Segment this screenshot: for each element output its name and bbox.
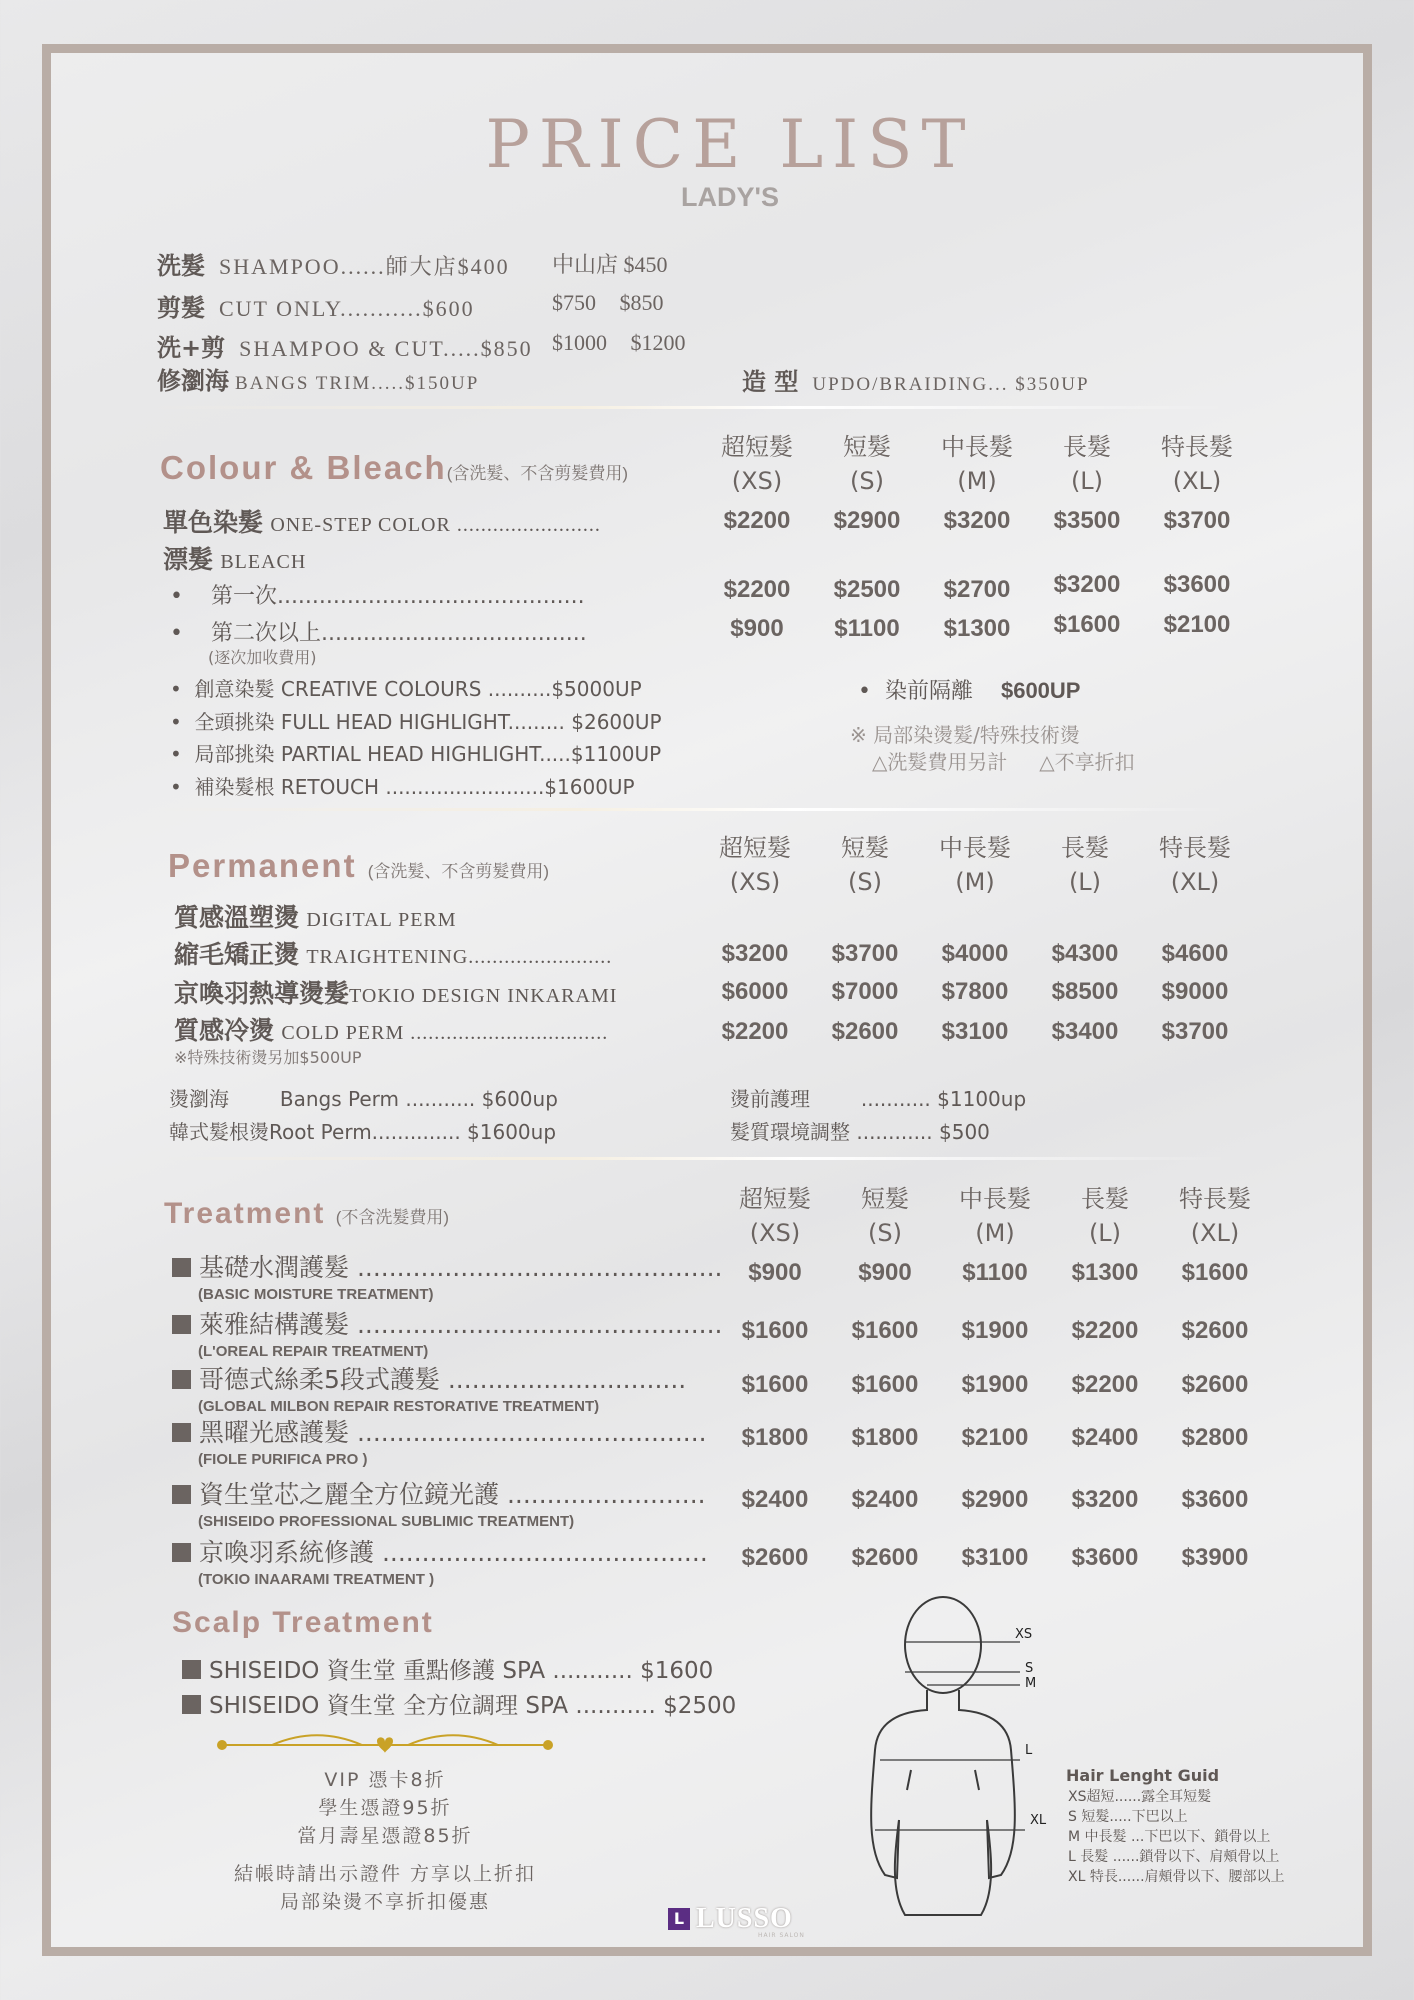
treatment-item [172, 1413, 707, 1468]
price: $3200 [721, 940, 789, 967]
price: $900 [858, 1259, 912, 1286]
price: $1100 [834, 615, 900, 642]
service-cut: 剪髮 CUT ONLY...........$600 [157, 294, 475, 322]
service-updo: 造 型 UPDO/BRAIDING... $350UP [742, 368, 1090, 396]
gold-ornament-icon [212, 1732, 558, 1758]
price: $2200 [721, 1018, 789, 1045]
service-shampoo-extra: 中山店 $450 [552, 252, 668, 277]
price: $3400 [1051, 1018, 1119, 1045]
perm-extra-care: 燙前護理 ........... $1100up [730, 1087, 1027, 1111]
discount-notes [185, 1860, 585, 1916]
treatment-name: 京喚羽系統修護 ......................................... [199, 1538, 708, 1567]
brand-tagline: HAIR SALON [758, 1932, 805, 1939]
guide-line: XS超短......露全耳短髮 [1068, 1789, 1212, 1805]
price: $2400 [851, 1486, 919, 1513]
price: $2400 [1071, 1424, 1139, 1451]
price: $2200 [723, 576, 791, 603]
perm-special-note: ※特殊技術燙另加$500UP [174, 1048, 362, 1067]
price: $3600 [1163, 571, 1231, 598]
colour-extra-partial-highlight: • 局部挑染 PARTIAL HEAD HIGHLIGHT.....$1100UP [170, 742, 662, 766]
bullet-square-icon [172, 1315, 191, 1334]
treatment-prices [720, 1371, 1270, 1399]
price: $1100 [962, 1259, 1028, 1286]
price: $2200 [1071, 1317, 1139, 1344]
treatment-prices [720, 1486, 1270, 1514]
price: $2100 [961, 1424, 1029, 1451]
discount-note: 結帳時請出示證件 方享以上折扣 [233, 1863, 537, 1885]
price: $4300 [1051, 940, 1119, 967]
colour-extra-creative: • 創意染髮 CREATIVE COLOURS ..........$5000UP [170, 677, 642, 701]
bullet-square-icon [182, 1695, 201, 1714]
colour-extra-full-highlight: • 全頭挑染 FULL HEAD HIGHLIGHT......... $2600UP [170, 710, 662, 734]
price: $3600 [1181, 1486, 1249, 1513]
guide-label-s: S [1025, 1661, 1034, 1676]
size-header-s: 短髮 (S) [861, 1185, 909, 1247]
service-shampoo-cut-extra: $1000 $1200 [552, 330, 686, 355]
size-header-l: 長髮 (L) [1061, 834, 1109, 896]
brand-logo [668, 1903, 793, 1935]
bleach-second-note: (逐次加收費用) [208, 648, 317, 667]
price: $4600 [1161, 940, 1229, 967]
section-title-colour: Colour & Bleach(含洗髮、不含剪髮費用) [160, 449, 629, 486]
bullet-square-icon [172, 1485, 191, 1504]
price: $3100 [961, 1544, 1029, 1571]
treatment-item [172, 1248, 723, 1303]
treatment-prices [720, 1424, 1270, 1452]
treatment-prices [720, 1259, 1270, 1287]
guide-lines [1068, 1787, 1285, 1887]
bleach-second-prices [702, 611, 1252, 643]
guide-label-l: L [1025, 1743, 1033, 1758]
bleach-first: • 第一次............................................ [170, 584, 585, 609]
treatment-name: 資生堂芯之麗全方位鏡光護 ......................... [199, 1480, 706, 1509]
service-shampoo-cut: 洗+剪 SHAMPOO & CUT.....$850 [157, 334, 533, 362]
guide-label-m: M [1025, 1676, 1037, 1691]
perm-item-straightening: 縮毛矯正燙 TRAIGHTENING........................ [174, 940, 613, 969]
divider [140, 406, 1230, 409]
size-header-m: 中長髮 (M) [939, 834, 1011, 896]
guide-line: XL 特長......肩頰骨以下、腰部以上 [1068, 1869, 1285, 1885]
price: $3900 [1181, 1544, 1249, 1571]
size-headers-colour [702, 430, 1252, 498]
treatment-en-name: (BASIC MOISTURE TREATMENT) [198, 1286, 434, 1303]
price: $7800 [941, 978, 1009, 1005]
size-headers-treatment [720, 1182, 1270, 1250]
treatment-en-name: (FIOLE PURIFICA PRO ) [198, 1451, 368, 1468]
size-header-m: 中長髮 (M) [941, 433, 1013, 495]
treatment-item [172, 1533, 708, 1588]
service-cut-extra: $750 $850 [552, 290, 664, 315]
price: $2100 [1163, 611, 1231, 638]
bullet-square-icon [172, 1423, 191, 1442]
price: $2600 [831, 1018, 899, 1045]
section-title-treatment: Treatment (不含洗髮費用) [164, 1197, 450, 1230]
size-header-xl: 特長髮 (XL) [1161, 433, 1233, 495]
brand-name: LUSSO [696, 1903, 793, 1934]
price: $1600 [1181, 1259, 1249, 1286]
discount-birthday: 當月壽星憑證85折 [297, 1825, 473, 1847]
guide-line: S 短髮.....下巴以上 [1068, 1809, 1188, 1825]
scalp-item-focus: SHISEIDO 資生堂 重點修護 SPA ........... $1600 [182, 1652, 713, 1685]
bleach-first-prices [702, 571, 1252, 604]
page-title: PRICE LIST [485, 106, 975, 183]
price: $9000 [1161, 978, 1229, 1005]
section-title-scalp: Scalp Treatment [172, 1606, 434, 1639]
discount-note: 局部染燙不享折扣優惠 [279, 1891, 490, 1913]
colour-side-note2: △洗髮費用另計 △不享折扣 [872, 750, 1135, 774]
price: $1900 [961, 1317, 1029, 1344]
price: $1600 [741, 1317, 809, 1344]
bullet-square-icon [172, 1258, 191, 1277]
price: $3200 [943, 507, 1011, 534]
price: $2900 [833, 507, 901, 534]
price: $900 [748, 1259, 802, 1286]
size-header-l: 長髮 (L) [1081, 1185, 1129, 1247]
treatment-en-name: (GLOBAL MILBON REPAIR RESTORATIVE TREATMENT) [198, 1398, 600, 1415]
price: $4000 [941, 940, 1009, 967]
treatment-item [172, 1305, 723, 1360]
price: $7000 [831, 978, 899, 1005]
size-header-xs: 超短髮 (XS) [721, 433, 793, 495]
price: $3700 [1161, 1018, 1229, 1045]
price: $2600 [1181, 1317, 1249, 1344]
bleach-second: • 第二次以上...................................... [170, 621, 587, 646]
perm-item-cold: 質感冷燙 COLD PERM ................................. [174, 1016, 609, 1045]
colour-side-note: ※ 局部染燙髮/特殊技術燙 [850, 723, 1080, 747]
perm-item-digital: 質感溫塑燙 DIGITAL PERM [174, 903, 457, 932]
bullet-square-icon [172, 1543, 191, 1562]
price: $2200 [723, 507, 791, 534]
price: $3500 [1053, 507, 1121, 534]
guide-label-xl: XL [1030, 1813, 1047, 1828]
colour-item-bleach: 漂髮 BLEACH [163, 545, 307, 574]
size-header-l: 長髮 (L) [1063, 433, 1111, 495]
price: $8500 [1051, 978, 1119, 1005]
guide-title: Hair Lenght Guid [1066, 1766, 1220, 1785]
discount-list [185, 1766, 585, 1850]
treatment-item [172, 1475, 706, 1530]
guide-line: M 中長髮 ...下巴以下、鎖骨以上 [1068, 1829, 1271, 1845]
perm-item-inkarami: 京喚羽熱導燙髮TOKIO DESIGN INKARAMI [174, 979, 618, 1008]
price: $2800 [1181, 1424, 1249, 1451]
perm-prices-straightening [700, 940, 1250, 968]
guide-label-xs: XS [1015, 1627, 1033, 1642]
size-header-xs: 超短髮 (XS) [719, 834, 791, 896]
price: $1300 [1071, 1259, 1139, 1286]
service-bangs-trim: 修瀏海 BANGS TRIM.....$150UP [157, 367, 480, 395]
size-header-s: 短髮 (S) [843, 433, 891, 495]
divider [140, 1157, 1230, 1160]
price: $2900 [961, 1486, 1029, 1513]
size-header-xl: 特長髮 (XL) [1179, 1185, 1251, 1247]
divider [140, 808, 1230, 811]
price: $2600 [851, 1544, 919, 1571]
perm-extra-adjust: 髮質環境調整 ............ $500 [730, 1120, 990, 1144]
price: $2200 [1071, 1371, 1139, 1398]
size-header-s: 短髮 (S) [841, 834, 889, 896]
size-header-m: 中長髮 (M) [959, 1185, 1031, 1247]
price: $6000 [721, 978, 789, 1005]
discount-student: 學生憑證95折 [318, 1797, 452, 1819]
price: $900 [730, 615, 784, 642]
colour-prices-single [702, 507, 1252, 535]
treatment-prices [720, 1544, 1270, 1572]
perm-extra-bangs: 燙瀏海 Bangs Perm ........... $600up [169, 1087, 558, 1111]
pre-colour-protect: • 染前隔離 $600UP [858, 678, 1081, 704]
service-shampoo: 洗髮 SHAMPOO......師大店$400 [157, 252, 510, 280]
price: $3700 [831, 940, 899, 967]
price: $3200 [1071, 1486, 1139, 1513]
bullet-square-icon [182, 1660, 201, 1679]
size-header-xl: 特長髮 (XL) [1159, 834, 1231, 896]
price: $3100 [941, 1018, 1009, 1045]
guide-line: L 長髮 ......鎖骨以下、肩頰骨以上 [1068, 1849, 1280, 1865]
price: $2600 [1181, 1371, 1249, 1398]
price: $1600 [851, 1317, 919, 1344]
price: $1600 [1053, 611, 1121, 638]
bullet-square-icon [172, 1370, 191, 1389]
colour-item-single: 單色染髮 ONE-STEP COLOR ........................ [163, 508, 601, 537]
perm-extra-root: 韓式髮根燙Root Perm.............. $1600up [169, 1120, 557, 1144]
price: $3200 [1053, 571, 1121, 598]
treatment-en-name: (TOKIO INAARAMI TREATMENT ) [198, 1571, 435, 1588]
treatment-en-name: (SHISEIDO PROFESSIONAL SUBLIMIC TREATMENT) [198, 1513, 575, 1530]
price: $1800 [851, 1424, 919, 1451]
price: $1900 [961, 1371, 1029, 1398]
price: $1800 [741, 1424, 809, 1451]
treatment-name: 黑曜光感護髮 ............................................ [199, 1418, 707, 1447]
scalp-item-full: SHISEIDO 資生堂 全方位調理 SPA ........... $2500 [182, 1687, 736, 1720]
price: $3700 [1163, 507, 1231, 534]
treatment-prices [720, 1317, 1270, 1345]
treatment-en-name: (L'OREAL REPAIR TREATMENT) [198, 1343, 429, 1360]
section-title-perm: Permanent (含洗髮、不含剪髮費用) [168, 847, 550, 884]
treatment-name: 基礎水潤護髮 .............................................. [199, 1253, 723, 1282]
price: $3600 [1071, 1544, 1139, 1571]
price: $2500 [833, 576, 901, 603]
treatment-name: 哥德式絲柔5段式護髮 .............................. [199, 1365, 687, 1394]
price: $2700 [943, 576, 1011, 603]
treatment-name: 萊雅結構護髮 .............................................. [199, 1310, 723, 1339]
perm-prices-inkarami [700, 978, 1250, 1006]
page-subtitle: LADY'S [681, 182, 779, 212]
size-header-xs: 超短髮 (XS) [739, 1185, 811, 1247]
treatment-item [172, 1360, 686, 1415]
colour-extra-retouch: • 補染髮根 RETOUCH .........................$1600UP [170, 775, 635, 799]
price: $2400 [741, 1486, 809, 1513]
price: $1600 [851, 1371, 919, 1398]
price: $1600 [741, 1371, 809, 1398]
perm-prices-cold [700, 1018, 1250, 1046]
price: $1300 [943, 615, 1011, 642]
price: $2600 [741, 1544, 809, 1571]
size-headers-perm [700, 831, 1250, 899]
lusso-logo-icon: L [668, 1908, 690, 1930]
discount-vip: VIP 憑卡8折 [324, 1769, 446, 1791]
